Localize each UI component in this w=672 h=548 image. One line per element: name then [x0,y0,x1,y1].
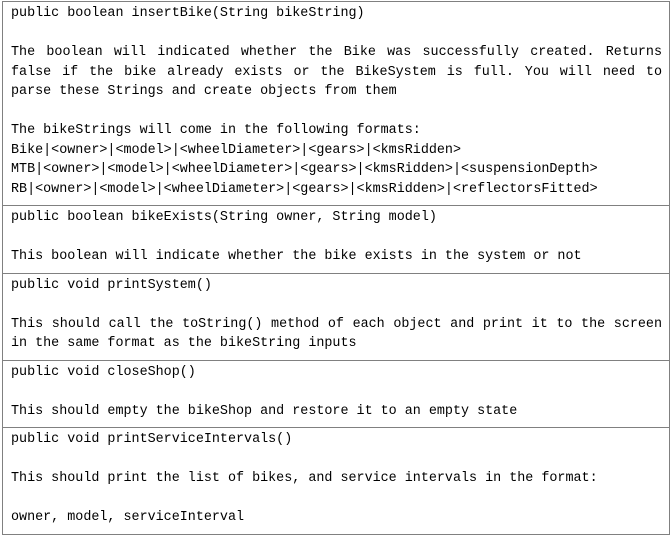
spacer [11,102,662,122]
spacer [11,382,662,402]
format-line-bike: Bike|<owner>|<model>|<wheelDiameter>|<gears>|<kmsRidden> [11,142,461,158]
spacer [11,450,662,470]
method-description: This should call the toString() method of each object and print it to the screen in the same format as the bikeString inputs [11,316,662,351]
spacer [11,24,662,44]
format-line-mtb: MTB|<owner>|<model>|<wheelDiameter>|<gears>|<kmsRidden>|<suspensionDepth> [11,162,598,177]
method-row-print-system [3,273,670,360]
method-description: This should print the list of bikes, and service intervals in the format: [11,471,598,486]
method-row-bike-exists [3,206,670,274]
method-signature: public boolean bikeExists(String owner, String model) [11,210,437,225]
method-cell [3,273,670,360]
method-signature: public void printSystem() [11,277,212,293]
method-description: This should empty the bikeShop and restore it to an empty state [11,403,518,419]
method-description: The boolean will indicated whether the Bike was successfully created. Returns false if the bike already exists or the BikeSystem is full. You will need to parse these Strings and create objects from them [11,45,662,99]
method-row-print-service-intervals [3,428,670,535]
method-signature: public void printServiceIntervals() [11,432,293,447]
method-cell [3,360,670,428]
method-signature: public void closeShop() [11,364,196,380]
method-row-close-shop [3,360,670,428]
method-row-insert-bike [3,2,670,206]
formats-intro: The bikeStrings will come in the following formats: [11,123,421,138]
spacer [11,228,662,248]
format-line-service: owner, model, serviceInterval [11,510,245,525]
method-cell [3,2,670,206]
spacer [11,489,662,509]
method-spec-table [2,1,670,535]
method-signature: public boolean insertBike(String bikeString) [11,6,365,21]
spacer [11,295,662,315]
format-line-rb: RB|<owner>|<model>|<wheelDiameter>|<gears>|<kmsRidden>|<reflectorsFitted> [11,181,598,197]
method-cell [3,428,670,535]
method-description: This boolean will indicate whether the bike exists in the system or not [11,249,582,264]
method-cell [3,206,670,274]
